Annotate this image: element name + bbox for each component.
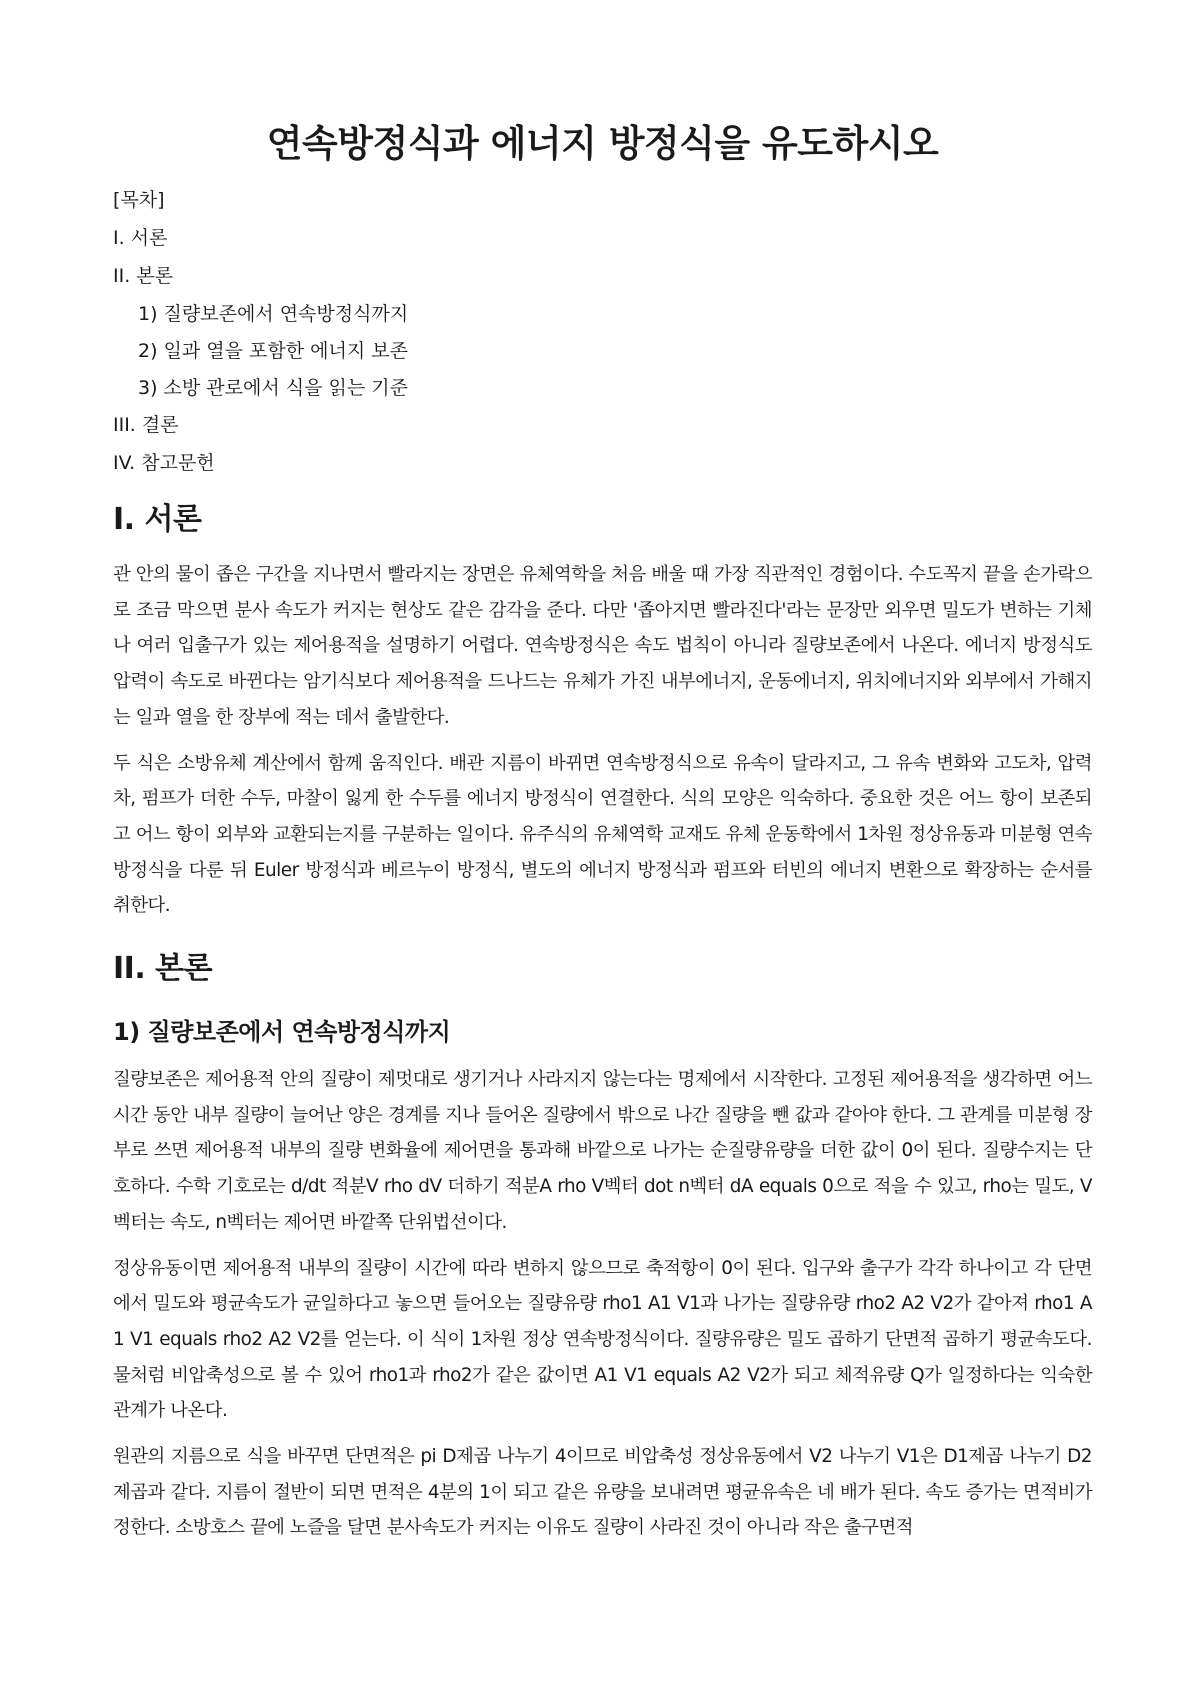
body-paragraph: 정상유동이면 제어용적 내부의 질량이 시간에 따라 변하지 않으므로 축적항이 0이 된다. 입구와 출구가 각각 하나이고 각 단면에서 밀도와 평균속도가 균일하다고 놓으면 들어오는 질량유량 rho1 A1 V1과 나가는 질량유량 rho2 A2 V2가 같아져 rho1 A1 V1 equals rho2 A2 V2를 얻는다. 이 식이 1차원 정상 연속방정식이다. 질량유량은 밀도 곱하기 단면적 곱하기 평균속도다. 물처럼 비압축성으로 볼 수 있어 rho1과 rho2가 같은 값이면 A1 V1 equals A2 V2가 되고 체적유량 Q가 일정하다는 익숙한 관계가 나온다. [113, 1257, 1092, 1422]
toc-item-conclusion: III. 결론 [113, 414, 179, 436]
toc-item-intro: I. 서론 [113, 227, 168, 249]
toc-item-body-2: 2) 일과 열을 포함한 에너지 보존 [138, 340, 408, 362]
section-heading-body: II. 본론 [113, 951, 213, 987]
body-paragraph: 원관의 지름으로 식을 바꾸면 단면적은 pi D제곱 나누기 4이므로 비압축성 정상유동에서 V2 나누기 V1은 D1제곱 나누기 D2제곱과 같다. 지름이 절반이 되면 면적은 4분의 1이 되고 같은 유량을 보내려면 평균유속은 네 배가 된다. 속도 증가는 면적비가 정한다. 소방호스 끝에 노즐을 달면 분사속도가 커지는 이유도 질량이 사라진 것이 아니라 작은 출구면적 [113, 1446, 1092, 1539]
toc-item-body-3: 3) 소방 관로에서 식을 읽는 기준 [138, 377, 408, 399]
document-title: 연속방정식과 에너지 방정식을 유도하시오 [266, 122, 939, 165]
toc-item-body-1: 1) 질량보존에서 연속방정식까지 [138, 303, 409, 325]
body-paragraph: 질량보존은 제어용적 안의 질량이 제멋대로 생기거나 사라지지 않는다는 명제에서 시작한다. 고정된 제어용적을 생각하면 어느 시간 동안 내부 질량이 늘어난 양은 경계를 지나 들어온 질량에서 밖으로 나간 질량을 뺀 값과 같아야 한다. 그 관계를 미분형 장부로 쓰면 제어용적 내부의 질량 변화율에 제어면을 통과해 바깥으로 나가는 순질량유량을 더한 값이 0이 된다. 질량수지는 단호하다. 수학 기호로는 d/dt 적분V rho dV 더하기 적분A rho V벡터 dot n벡터 dA equals 0으로 적을 수 있고, rho는 밀도, V벡터는 속도, n벡터는 제어면 바깥쪽 단위법선이다. [113, 1069, 1092, 1233]
toc-item-references: IV. 참고문헌 [113, 452, 215, 474]
intro-paragraph: 관 안의 물이 좁은 구간을 지나면서 빨라지는 장면은 유체역학을 처음 배울 때 가장 직관적인 경험이다. 수도꼭지 끝을 손가락으로 조금 막으면 분사 속도가 커지는 현상도 같은 감각을 준다. 다만 '좁아지면 빨라진다'라는 문장만 외우면 밀도가 변하는 기체나 여러 입출구가 있는 제어용적을 설명하기 어렵다. 연속방정식은 속도 법칙이 아니라 질량보존에서 나온다. 에너지 방정식도 압력이 속도로 바뀐다는 암기식보다 제어용적을 드나드는 유체가 가진 내부에너지, 운동에너지, 위치에너지와 외부에서 가해지는 일과 열을 한 장부에 적는 데서 출발한다. [113, 564, 1092, 728]
toc-heading: [목차] [113, 189, 165, 211]
section-heading-intro: I. 서론 [113, 502, 202, 537]
toc-item-body: II. 본론 [113, 265, 173, 287]
table-of-contents [113, 188, 1092, 475]
intro-paragraph: 두 식은 소방유체 계산에서 함께 움직인다. 배관 지름이 바뀌면 연속방정식으로 유속이 달라지고, 그 유속 변화와 고도차, 압력차, 펌프가 더한 수두, 마찰이 잃게 한 수두를 에너지 방정식이 연결한다. 식의 모양은 익숙하다. 중요한 것은 어느 항이 보존되고 어느 항이 외부와 교환되는지를 구분하는 일이다. 유주식의 유체역학 교재도 유체 운동학에서 1차원 정상유동과 미분형 연속방정식을 다룬 뒤 Euler 방정식과 베르누이 방정식, 별도의 에너지 방정식과 펌프와 터빈의 에너지 변환으로 확장하는 순서를 취한다. [113, 752, 1092, 917]
subsection-heading-mass-conservation: 1) 질량보존에서 연속방정식까지 [113, 1018, 451, 1047]
